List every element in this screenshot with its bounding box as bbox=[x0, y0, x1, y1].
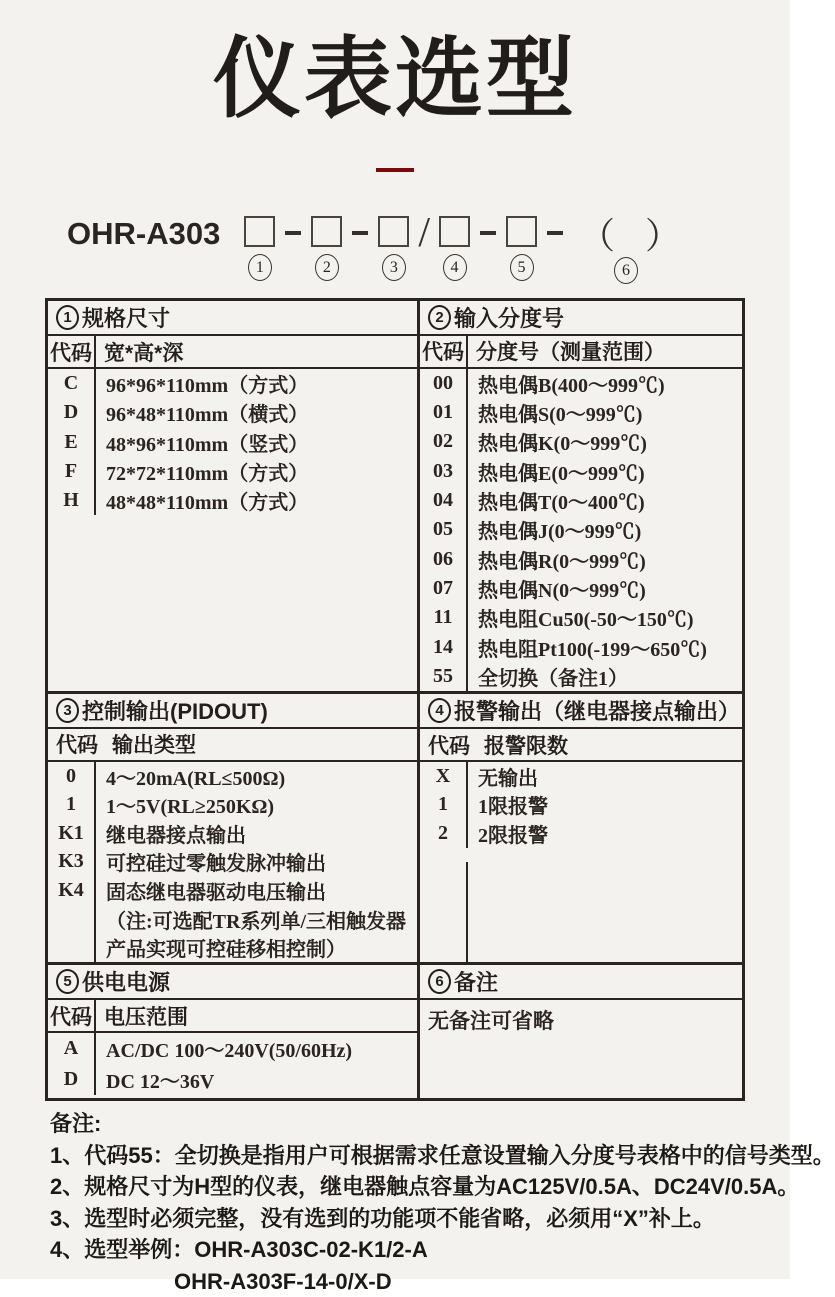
row-value: 72*72*110mm（方式） bbox=[96, 457, 417, 486]
section-title-label: 供电电源 bbox=[82, 966, 170, 997]
empty-filler bbox=[420, 862, 742, 962]
section-power-supply bbox=[48, 965, 420, 1098]
row-value: 热电偶N(0～999℃) bbox=[468, 574, 742, 603]
table-row bbox=[420, 662, 742, 691]
table-row bbox=[48, 1033, 417, 1064]
section-title-label: 报警输出（继电器接点输出） bbox=[454, 695, 740, 726]
row-code: C bbox=[48, 369, 96, 398]
table-band-2 bbox=[48, 694, 742, 965]
row-value: 固态继电器驱动电压输出 bbox=[96, 876, 417, 905]
row-value: 4～20mA(RL≤500Ω) bbox=[96, 762, 417, 791]
row-code: H bbox=[48, 486, 96, 515]
row-value: 热电偶T(0～400℃) bbox=[468, 486, 742, 515]
row-code: A bbox=[48, 1033, 96, 1064]
footnote-line: 3、选型时必须完整，没有选到的功能项不能省略，必须用“X”补上。 bbox=[50, 1203, 765, 1235]
model-slot-box-5 bbox=[506, 216, 537, 247]
col-value-label: 输出类型 bbox=[104, 729, 196, 760]
row-value: 2限报警 bbox=[468, 819, 742, 848]
dash-separator bbox=[547, 216, 563, 250]
col-code-label: 代码 bbox=[420, 729, 476, 760]
row-value: 96*48*110mm（横式） bbox=[96, 398, 417, 427]
table-row bbox=[420, 398, 742, 427]
table-band-3 bbox=[48, 965, 742, 1098]
table-row bbox=[48, 819, 417, 848]
footnote-line: 2、规格尺寸为H型的仪表，继电器触点容量为AC125V/0.5A、DC24V/0.5A。 bbox=[50, 1171, 765, 1203]
col-value-label: 电压范围 bbox=[96, 1000, 188, 1031]
table-row bbox=[48, 905, 417, 934]
model-slot-box-2 bbox=[311, 216, 342, 247]
remark-text: 无备注可省略 bbox=[420, 1000, 742, 1098]
footnote-line: 1、代码55：全切换是指用户可根据需求任意设置输入分度号表格中的信号类型。 bbox=[50, 1140, 765, 1172]
table-row bbox=[48, 486, 417, 515]
parentheses bbox=[579, 216, 681, 250]
row-value: 继电器接点输出 bbox=[96, 819, 417, 848]
row-code: 04 bbox=[420, 486, 468, 515]
table-row bbox=[420, 486, 742, 515]
row-value: 48*48*110mm（方式） bbox=[96, 486, 417, 515]
row-value: 热电偶S(0～999℃) bbox=[468, 398, 742, 427]
footnote-line: 4、选型举例：OHR-A303C-02-K1/2-A bbox=[50, 1234, 765, 1266]
section-title-label: 备注 bbox=[454, 966, 498, 997]
section-title bbox=[420, 965, 742, 1000]
model-slot-5 bbox=[506, 216, 537, 281]
table-row bbox=[48, 876, 417, 905]
dash-icon bbox=[547, 231, 563, 235]
slash-separator: / bbox=[418, 216, 430, 250]
row-code: 01 bbox=[420, 398, 468, 427]
row-value: 无输出 bbox=[468, 762, 742, 791]
row-value: 热电偶E(0～999℃) bbox=[468, 457, 742, 486]
table-rows bbox=[420, 369, 742, 691]
dash-separator bbox=[352, 216, 368, 250]
table-row bbox=[420, 762, 742, 791]
model-slot-2 bbox=[311, 216, 342, 281]
row-value: 热电偶R(0～999℃) bbox=[468, 545, 742, 574]
section-remark bbox=[420, 965, 742, 1098]
row-code: 03 bbox=[420, 457, 468, 486]
row-code: D bbox=[48, 1064, 96, 1095]
open-paren: （ bbox=[579, 208, 615, 259]
section-title bbox=[48, 301, 417, 336]
table-row bbox=[48, 790, 417, 819]
model-slot-6 bbox=[571, 216, 681, 284]
row-code: K4 bbox=[48, 876, 96, 905]
table-row bbox=[48, 848, 417, 877]
row-code bbox=[48, 933, 96, 962]
section-control-output bbox=[48, 694, 420, 962]
model-slot-box-3 bbox=[378, 216, 409, 247]
model-slot-box-4 bbox=[439, 216, 470, 247]
row-code: 0 bbox=[48, 762, 96, 791]
accent-dash bbox=[376, 168, 414, 172]
section-title bbox=[48, 694, 417, 729]
row-code: 06 bbox=[420, 545, 468, 574]
table-row bbox=[48, 369, 417, 398]
circled-number-icon: 3 bbox=[56, 698, 79, 723]
table-band-1 bbox=[48, 301, 742, 694]
footnotes-label: 备注: bbox=[50, 1108, 765, 1140]
table-row bbox=[420, 819, 742, 848]
circled-number-4: 4 bbox=[443, 254, 467, 281]
table-rows bbox=[48, 762, 417, 962]
row-value: 1限报警 bbox=[468, 791, 742, 820]
row-value: 1～5V(RL≥250KΩ) bbox=[96, 790, 417, 819]
footnotes-list bbox=[50, 1140, 765, 1266]
table-row bbox=[48, 398, 417, 427]
column-header bbox=[48, 729, 417, 762]
page-title: 仪表选型 bbox=[0, 28, 790, 129]
close-paren: ） bbox=[645, 208, 681, 259]
column-header bbox=[420, 336, 742, 369]
table-row bbox=[48, 933, 417, 962]
row-code: 14 bbox=[420, 632, 468, 661]
column-header bbox=[48, 1000, 417, 1033]
model-slot-4 bbox=[439, 216, 470, 281]
circled-number-icon: 5 bbox=[56, 969, 79, 994]
row-code: 02 bbox=[420, 427, 468, 456]
row-value: 热电偶J(0～999℃) bbox=[468, 515, 742, 544]
section-title bbox=[48, 965, 417, 1000]
row-code: 11 bbox=[420, 603, 468, 632]
row-code: 1 bbox=[420, 791, 468, 820]
row-code: X bbox=[420, 762, 468, 791]
circled-number-6: 6 bbox=[614, 257, 638, 284]
footnotes bbox=[50, 1108, 765, 1297]
table-row bbox=[420, 369, 742, 398]
col-code-label: 代码 bbox=[48, 336, 96, 367]
table-row bbox=[420, 545, 742, 574]
table-row bbox=[48, 457, 417, 486]
col-code-label: 代码 bbox=[48, 729, 104, 760]
circled-number-icon: 1 bbox=[56, 305, 79, 330]
col-value-label: 报警限数 bbox=[476, 729, 568, 760]
table-row bbox=[420, 457, 742, 486]
row-code: F bbox=[48, 457, 96, 486]
selection-table bbox=[45, 298, 745, 1101]
table-row bbox=[420, 427, 742, 456]
row-value: 热电阻Cu50(-50～150℃) bbox=[468, 603, 742, 632]
row-code: 55 bbox=[420, 662, 468, 691]
row-value: 热电偶K(0～999℃) bbox=[468, 427, 742, 456]
row-value: 产品实现可控硅移相控制） bbox=[96, 933, 417, 962]
circled-number-icon: 2 bbox=[428, 305, 451, 330]
circled-number-5: 5 bbox=[510, 254, 534, 281]
section-title-label: 规格尺寸 bbox=[82, 302, 170, 333]
row-value: AC/DC 100～240V(50/60Hz) bbox=[96, 1033, 417, 1064]
row-code: K1 bbox=[48, 819, 96, 848]
row-value: 可控硅过零触发脉冲输出 bbox=[96, 848, 417, 877]
circled-number-icon: 4 bbox=[428, 698, 451, 723]
dash-icon bbox=[285, 231, 301, 235]
row-code bbox=[48, 905, 96, 934]
col-value-label: 分度号（测量范围） bbox=[468, 336, 665, 367]
dash-icon bbox=[480, 231, 496, 235]
row-code: K3 bbox=[48, 848, 96, 877]
section-title bbox=[420, 301, 742, 336]
row-value: （注:可选配TR系列单/三相触发器 bbox=[96, 905, 417, 934]
table-row bbox=[420, 515, 742, 544]
section-title bbox=[420, 694, 742, 729]
table-row bbox=[420, 574, 742, 603]
col-value-label: 宽*高*深 bbox=[96, 336, 183, 367]
row-code: E bbox=[48, 428, 96, 457]
row-value: 96*96*110mm（方式） bbox=[96, 369, 417, 398]
table-row bbox=[420, 791, 742, 820]
section-input-range bbox=[420, 301, 742, 691]
circled-number-icon: 6 bbox=[428, 969, 451, 994]
model-slot-1 bbox=[244, 216, 275, 281]
table-row bbox=[48, 428, 417, 457]
column-header bbox=[420, 729, 742, 762]
dash-separator bbox=[285, 216, 301, 250]
table-rows bbox=[420, 762, 742, 862]
row-code: 05 bbox=[420, 515, 468, 544]
row-value: 热电偶B(400～999℃) bbox=[468, 369, 742, 398]
table-row bbox=[420, 632, 742, 661]
row-code: D bbox=[48, 398, 96, 427]
model-code-line bbox=[67, 216, 689, 284]
model-slot-box-1 bbox=[244, 216, 275, 247]
table-rows bbox=[48, 1033, 417, 1098]
section-alarm-output bbox=[420, 694, 742, 962]
row-value: 全切换（备注1） bbox=[468, 662, 742, 691]
circled-number-2: 2 bbox=[315, 254, 339, 281]
table-row bbox=[420, 603, 742, 632]
column-header bbox=[48, 336, 417, 369]
footnote-example-2: OHR-A303F-14-0/X-D bbox=[50, 1266, 765, 1297]
row-value: DC 12～36V bbox=[96, 1064, 417, 1095]
model-prefix: OHR-A303 bbox=[67, 216, 220, 252]
row-code: 00 bbox=[420, 369, 468, 398]
row-code: 2 bbox=[420, 819, 468, 848]
model-slot-3 bbox=[378, 216, 409, 281]
row-code: 07 bbox=[420, 574, 468, 603]
circled-number-3: 3 bbox=[382, 254, 406, 281]
row-value: 48*96*110mm（竖式） bbox=[96, 428, 417, 457]
row-code: 1 bbox=[48, 790, 96, 819]
table-row bbox=[48, 762, 417, 791]
row-value: 热电阻Pt100(-199～650℃) bbox=[468, 632, 742, 661]
table-row bbox=[48, 1064, 417, 1095]
table-rows bbox=[48, 369, 417, 691]
col-code-label: 代码 bbox=[420, 336, 468, 367]
section-spec-size bbox=[48, 301, 420, 691]
col-code-label: 代码 bbox=[48, 1000, 96, 1031]
circled-number-1: 1 bbox=[248, 254, 272, 281]
section-title-label: 控制输出(PIDOUT) bbox=[82, 695, 268, 726]
section-title-label: 输入分度号 bbox=[454, 302, 564, 333]
dash-icon bbox=[352, 231, 368, 235]
dash-separator bbox=[480, 216, 496, 250]
